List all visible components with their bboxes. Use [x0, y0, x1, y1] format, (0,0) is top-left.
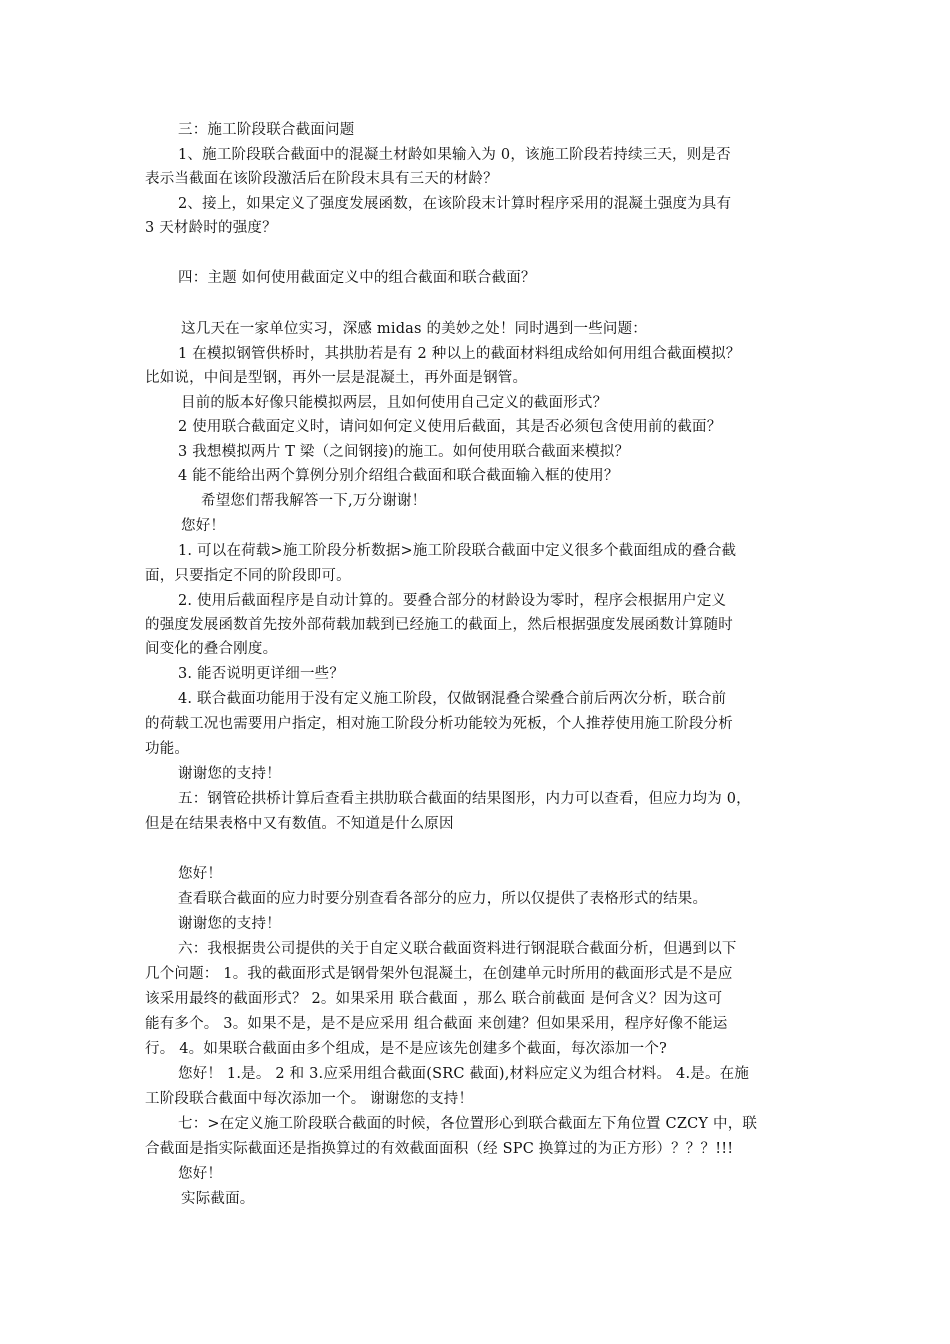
paragraph-line: 工阶段联合截面中每次添加一个。 谢谢您的支持！	[145, 1091, 474, 1107]
paragraph-line: 3 我想模拟两片 T 梁（之间钢接)的施工。如何使用联合截面来模拟？	[178, 444, 630, 460]
paragraph-line: 行。 4。如果联合截面由多个组成，是不是应该先创建多个截面，每次添加一个?	[145, 1041, 668, 1057]
reply-greeting: 您好！	[178, 1166, 223, 1182]
paragraph-line: 实际截面。	[181, 1191, 255, 1207]
section-heading-3: 三：施工阶段联合截面问题	[178, 122, 355, 138]
paragraph-line: 希望您们帮我解答一下,万分谢谢！	[201, 493, 427, 509]
section-heading-6: 六：我根据贵公司提供的关于自定义联合截面资料进行钢混联合截面分析，但遇到以下	[178, 941, 737, 957]
paragraph-line: 查看联合截面的应力时要分别查看各部分的应力，所以仅提供了表格形式的结果。	[178, 891, 708, 907]
paragraph-line: 能有多个。 3。如果不是，是不是应采用 组合截面 来创建？但如果采用，程序好像不能运	[145, 1016, 728, 1032]
paragraph-line: 4. 联合截面功能用于没有定义施工阶段，仅做钢混叠合梁叠合前后两次分析，联合前	[178, 691, 727, 707]
section-heading-5: 五：钢管砼拱桥计算后查看主拱肋联合截面的结果图形，内力可以查看，但应力均为 0，	[178, 791, 751, 807]
paragraph-line: 这几天在一家单位实习，深感 midas 的美妙之处！同时遇到一些问题：	[181, 321, 647, 337]
paragraph-line: 的强度发展函数首先按外部荷载加载到已经施工的截面上，然后根据强度发展函数计算随时	[145, 617, 733, 633]
paragraph-line: 但是在结果表格中又有数值。不知道是什么原因	[145, 816, 454, 832]
section-heading-7: 七：>在定义施工阶段联合截面的时候，各位置形心到联合截面左下角位置 CZCY 中，联	[178, 1116, 758, 1132]
paragraph-line: 2、接上，如果定义了强度发展函数，在该阶段末计算时程序采用的混凝土强度为具有	[178, 196, 732, 212]
paragraph-line: 3 天材龄时的强度？	[145, 220, 277, 236]
paragraph-line: 合截面是指实际截面还是指换算过的有效截面面积（经 SPC 换算过的为正方形）？？？!!!	[145, 1141, 734, 1157]
paragraph-line: 该采用最终的截面形式？ 2。如果采用 联合截面 ，那么 联合前截面 是何含义？因为这可	[145, 991, 723, 1007]
paragraph-line: 几个问题： 1。我的截面形式是钢骨架外包混凝土，在创建单元时所用的截面形式是不是应	[145, 966, 733, 982]
paragraph-line: 1 在模拟钢管供桥时，其拱肋若是有 2 种以上的截面材料组成给如何用组合截面模拟？	[178, 346, 741, 362]
paragraph-line: 4 能不能给出两个算例分别介绍组合截面和联合截面输入框的使用？	[178, 468, 619, 484]
paragraph-line: 1、施工阶段联合截面中的混凝土材龄如果输入为 0，该施工阶段若持续三天，则是否	[178, 147, 731, 163]
paragraph-line: 2 使用联合截面定义时，请问如何定义使用后截面，其是否必须包含使用前的截面？	[178, 419, 722, 435]
reply-thanks: 谢谢您的支持！	[178, 916, 281, 932]
paragraph-line: 比如说，中间是型钢，再外一层是混凝土，再外面是钢管。	[145, 370, 528, 386]
reply-greeting: 您好！	[181, 518, 226, 534]
paragraph-line: 功能。	[145, 741, 190, 757]
section-heading-4: 四：主题 如何使用截面定义中的组合截面和联合截面？	[178, 270, 536, 286]
reply-greeting: 您好！	[178, 866, 223, 882]
paragraph-line: 的荷载工况也需要用户指定，相对施工阶段分析功能较为死板，个人推荐使用施工阶段分析	[145, 716, 733, 732]
paragraph-line: 面，只要指定不同的阶段即可。	[145, 568, 351, 584]
paragraph-line: 2. 使用后截面程序是自动计算的。要叠合部分的材龄设为零时，程序会根据用户定义	[178, 593, 727, 609]
paragraph-line: 您好！ 1.是。 2 和 3.应采用组合截面(SRC 截面),材料应定义为组合材料。 4.是。在施	[178, 1066, 750, 1082]
paragraph-line: 目前的版本好像只能模拟两层，且如何使用自己定义的截面形式？	[181, 395, 608, 411]
paragraph-line: 间变化的叠合刚度。	[145, 641, 278, 657]
paragraph-line: 3. 能否说明更详细一些？	[178, 666, 345, 682]
paragraph-line: 表示当截面在该阶段激活后在阶段末具有三天的材龄？	[145, 171, 498, 187]
paragraph-line: 1. 可以在荷载>施工阶段分析数据>施工阶段联合截面中定义很多个截面组成的叠合截	[178, 543, 737, 559]
reply-thanks: 谢谢您的支持！	[178, 766, 281, 782]
